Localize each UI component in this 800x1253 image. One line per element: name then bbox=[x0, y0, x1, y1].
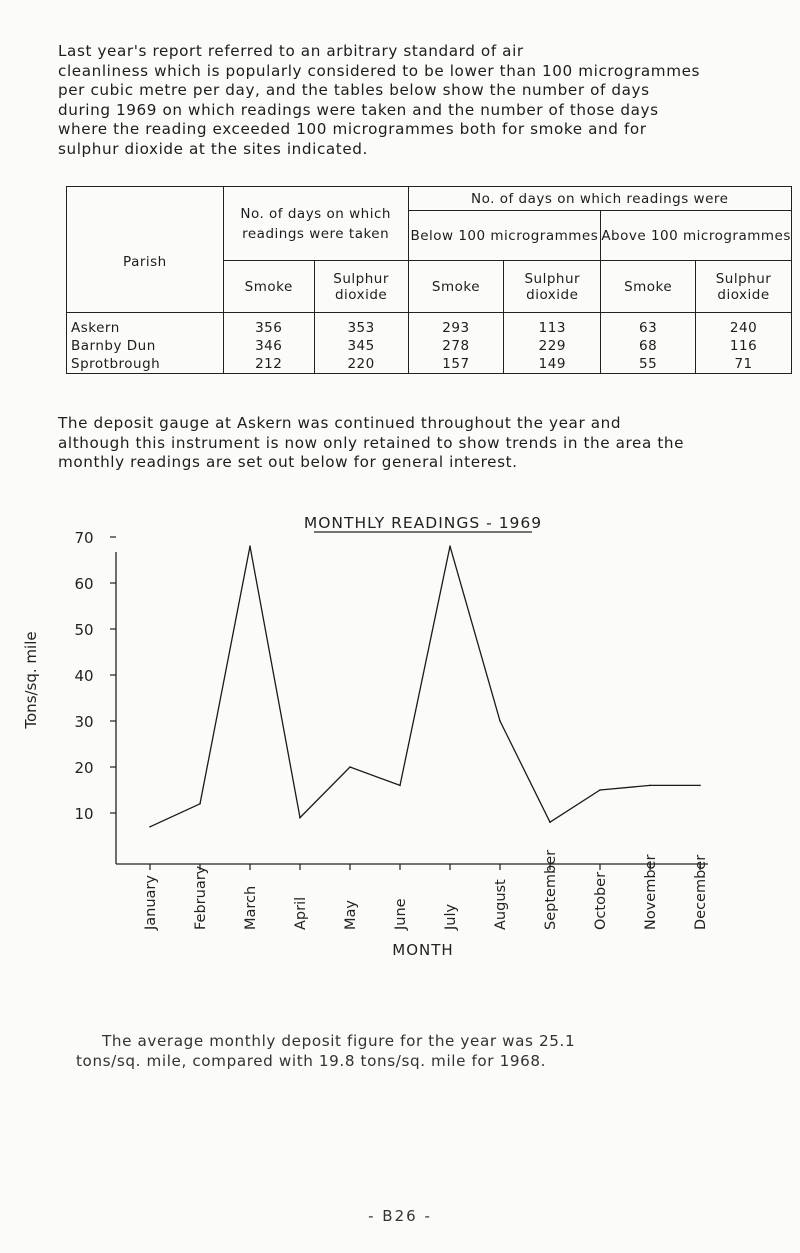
table-row bbox=[67, 355, 792, 374]
value-cell: 346 bbox=[223, 337, 314, 355]
x-tick-label: September bbox=[543, 849, 559, 930]
sulphur-header: Sulphur dioxide bbox=[504, 261, 601, 313]
parish-cell: Barnby Dun bbox=[67, 337, 224, 355]
data-point bbox=[249, 545, 251, 547]
data-point bbox=[549, 821, 551, 823]
value-cell: 293 bbox=[408, 313, 504, 338]
data-point bbox=[499, 720, 501, 722]
x-tick-label: December bbox=[693, 854, 709, 930]
data-point bbox=[449, 545, 451, 547]
data-point bbox=[649, 785, 651, 787]
value-cell: 229 bbox=[504, 337, 601, 355]
value-cell: 278 bbox=[408, 337, 504, 355]
monthly-readings-chart bbox=[0, 500, 800, 990]
table-row bbox=[67, 313, 792, 338]
data-point bbox=[399, 785, 401, 787]
intro-line: per cubic metre per day, and the tables below show the number of days bbox=[58, 81, 650, 100]
days-which-header: No. of days on which readings were bbox=[408, 187, 791, 211]
intro-line: during 1969 on which readings were taken and the number of those days bbox=[58, 100, 659, 119]
y-tick-label: 50 bbox=[74, 621, 94, 639]
data-point bbox=[299, 817, 301, 819]
x-tick-label: July bbox=[443, 903, 459, 930]
x-tick-label: May bbox=[343, 900, 359, 930]
x-tick-label: March bbox=[243, 885, 259, 930]
data-point bbox=[149, 826, 151, 828]
value-cell: 71 bbox=[696, 355, 792, 374]
deposit-gauge-paragraph bbox=[58, 414, 758, 473]
value-cell: 240 bbox=[696, 313, 792, 338]
intro-line: cleanliness which is popularly considered to be lower than 100 microgrammes bbox=[58, 61, 701, 80]
value-cell: 212 bbox=[223, 355, 314, 374]
chart-title: MONTHLY READINGS - 1969 bbox=[303, 514, 543, 532]
y-axis-label: Tons/sq. mile bbox=[22, 631, 40, 729]
data-points bbox=[149, 545, 701, 827]
table-row bbox=[67, 337, 792, 355]
closing-line: The average monthly deposit figure for the year was 25.1 bbox=[102, 1032, 576, 1050]
value-cell: 68 bbox=[601, 337, 696, 355]
data-point bbox=[349, 766, 351, 768]
y-axis-ticks bbox=[74, 529, 116, 823]
value-cell: 220 bbox=[314, 355, 408, 374]
x-tick-label: June bbox=[393, 898, 409, 930]
value-cell: 149 bbox=[504, 355, 601, 374]
smoke-header: Smoke bbox=[601, 261, 696, 313]
sulphur-header: Sulphur dioxide bbox=[696, 261, 792, 313]
parish-cell: Sprotbrough bbox=[67, 355, 224, 374]
y-tick-label: 20 bbox=[74, 759, 94, 777]
x-axis-month-labels bbox=[143, 850, 709, 931]
value-cell: 55 bbox=[601, 355, 696, 374]
x-axis-label: MONTH bbox=[392, 941, 454, 959]
y-tick-label: 10 bbox=[74, 805, 94, 823]
value-cell: 157 bbox=[408, 355, 504, 374]
x-tick-label: August bbox=[493, 879, 509, 930]
smoke-header: Smoke bbox=[223, 261, 314, 313]
y-tick-label: 60 bbox=[74, 575, 94, 593]
page-number: - B26 - bbox=[368, 1207, 432, 1225]
value-cell: 63 bbox=[601, 313, 696, 338]
x-tick-label: October bbox=[593, 871, 609, 930]
value-cell: 356 bbox=[223, 313, 314, 338]
closing-line: tons/sq. mile, compared with 19.8 tons/sq. mile for 1968. bbox=[76, 1051, 547, 1070]
paragraph-line: The deposit gauge at Askern was continued throughout the year and bbox=[58, 414, 622, 432]
data-point bbox=[699, 785, 701, 787]
intro-paragraph bbox=[58, 42, 758, 160]
intro-line: sulphur dioxide at the sites indicated. bbox=[58, 139, 368, 158]
x-tick-label: January bbox=[143, 875, 159, 930]
paragraph-line: monthly readings are set out below for general interest. bbox=[58, 453, 518, 472]
value-cell: 113 bbox=[504, 313, 601, 338]
x-axis-ticks bbox=[150, 864, 700, 870]
below-header: Below 100 microgrammes bbox=[408, 211, 601, 261]
above-header: Above 100 microgrammes bbox=[601, 211, 792, 261]
x-tick-label: February bbox=[193, 865, 209, 930]
y-tick-label: 30 bbox=[74, 713, 94, 731]
value-cell: 353 bbox=[314, 313, 408, 338]
days-taken-header: No. of days on which readings were taken bbox=[223, 187, 408, 261]
parish-cell: Askern bbox=[67, 313, 224, 338]
x-tick-label: April bbox=[293, 896, 309, 930]
data-point bbox=[599, 789, 601, 791]
value-cell: 116 bbox=[696, 337, 792, 355]
series-line bbox=[150, 546, 700, 827]
data-point bbox=[199, 803, 201, 805]
paragraph-line: although this instrument is now only retained to show trends in the area the bbox=[58, 433, 685, 452]
closing-paragraph bbox=[76, 1032, 782, 1071]
y-tick-label: 70 bbox=[74, 529, 94, 547]
parish-header: Parish bbox=[67, 187, 224, 313]
y-tick-label: 40 bbox=[74, 667, 94, 685]
intro-line: Last year's report referred to an arbitrary standard of air bbox=[58, 42, 524, 60]
smoke-header: Smoke bbox=[408, 261, 504, 313]
readings-table bbox=[66, 186, 792, 374]
sulphur-header: Sulphur dioxide bbox=[314, 261, 408, 313]
intro-line: where the reading exceeded 100 microgrammes both for smoke and for bbox=[58, 120, 647, 139]
x-tick-label: November bbox=[643, 854, 659, 930]
value-cell: 345 bbox=[314, 337, 408, 355]
